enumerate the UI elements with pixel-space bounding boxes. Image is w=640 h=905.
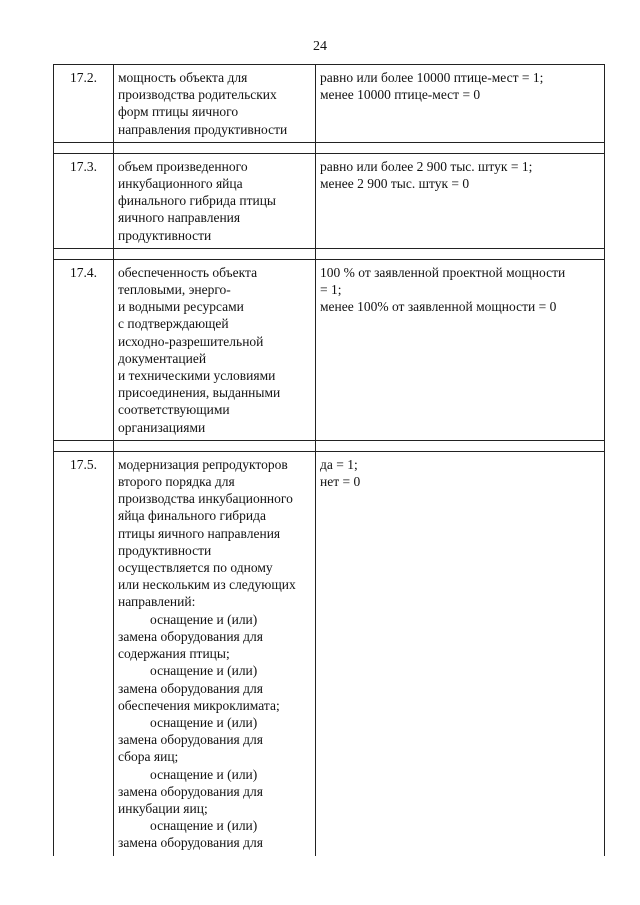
criterion-name-line: соответствующими [118,402,230,418]
criterion-name-line: форм птицы яичного [118,104,239,120]
criterion-scoring-line: нет = 0 [320,474,361,490]
criterion-scoring [316,451,605,855]
criterion-name-line: замена оборудования для [118,628,263,644]
criterion-name-line: мощность объекта для [118,70,248,85]
criterion-scoring [316,65,605,143]
row-spacer [54,440,605,451]
criterion-scoring-line: да = 1; [320,456,358,472]
criterion-number: 17.5. [54,451,114,855]
criterion-name-line: замена оборудования для [118,732,263,748]
criterion-scoring-line: равно или более 2 900 тыс. штук = 1; [320,158,533,174]
criterion-name-line: обеспеченность объекта [118,264,258,280]
table-row [54,153,605,248]
criteria-table-body [54,65,605,856]
table-row [54,259,605,440]
criterion-name-line: финального гибрида птицы [118,193,276,209]
criterion-name-line: яичного направления [118,210,241,226]
criterion-name-line: сбора яиц; [118,749,179,765]
criterion-name-line: яйца финального гибрида [118,508,266,524]
row-spacer [54,248,605,259]
criterion-name-line: направлений: [118,594,196,610]
table-row [54,65,605,143]
criterion-name [114,451,316,855]
criterion-name-line: продуктивности [118,542,212,558]
criterion-name-line: направления продуктивности [118,121,288,137]
criterion-name-line: оснащение и (или) [150,766,258,782]
criterion-name-line: документацией [118,350,207,366]
criterion-name-line: содержания птицы; [118,646,230,662]
criterion-name-line: оснащение и (или) [150,663,258,679]
criterion-name-line: или нескольким из следующих [118,577,296,593]
criterion-scoring-line: = 1; [320,282,342,298]
criterion-name-line: инкубации яиц; [118,800,208,816]
criterion-name-line: объем произведенного [118,158,248,174]
criterion-name-line: тепловыми, энерго- [118,282,231,298]
criterion-number: 17.2. [54,65,114,143]
criterion-name-line: оснащение и (или) [150,714,258,730]
criterion-name-line: присоединения, выданными [118,385,281,401]
criterion-name-line: с подтверждающей [118,316,229,332]
criterion-name-line: модернизация репродукторов [118,456,288,472]
criterion-name-line: осуществляется по одному [118,560,273,576]
criterion-scoring-line: менее 2 900 тыс. штук = 0 [320,176,470,192]
criterion-name-line: инкубационного яйца [118,176,243,192]
criterion-name-line: продуктивности [118,227,212,243]
criterion-name-line: исходно-разрешительной [118,333,264,349]
table-row [54,451,605,855]
criterion-name-line: птицы яичного направления [118,525,281,541]
criterion-name-line: и водными ресурсами [118,299,244,315]
criterion-name-line: второго порядка для [118,474,235,490]
criterion-name-line: оснащение и (или) [150,611,258,627]
criterion-number: 17.4. [54,259,114,440]
criterion-name-line: обеспечения микроклимата; [118,697,280,713]
criterion-scoring-line: менее 100% от заявленной мощности = 0 [320,299,557,315]
criterion-name [114,65,316,143]
criterion-name [114,259,316,440]
page-number: 24 [313,39,327,54]
criterion-name-line: производства инкубационного [118,491,293,507]
criterion-name-line: замена оборудования для [118,783,263,799]
criterion-scoring-line: равно или более 10000 птице-мест = 1; [320,70,544,85]
criterion-name-line: производства родительских [118,87,277,103]
criterion-name-line: замена оборудования для [118,680,263,696]
criterion-scoring-line: 100 % от заявленной проектной мощности [320,264,566,280]
criterion-name-line: организациями [118,419,206,435]
criterion-name-line: оснащение и (или) [150,818,258,834]
criterion-scoring-line: менее 10000 птице-мест = 0 [320,87,481,103]
criteria-table [53,64,605,856]
criterion-name-line: и техническими условиями [118,368,276,384]
criterion-scoring [316,259,605,440]
criterion-number: 17.3. [54,153,114,248]
row-spacer [54,142,605,153]
criterion-name-line: замена оборудования для [118,835,263,851]
criterion-scoring [316,153,605,248]
criterion-name [114,153,316,248]
